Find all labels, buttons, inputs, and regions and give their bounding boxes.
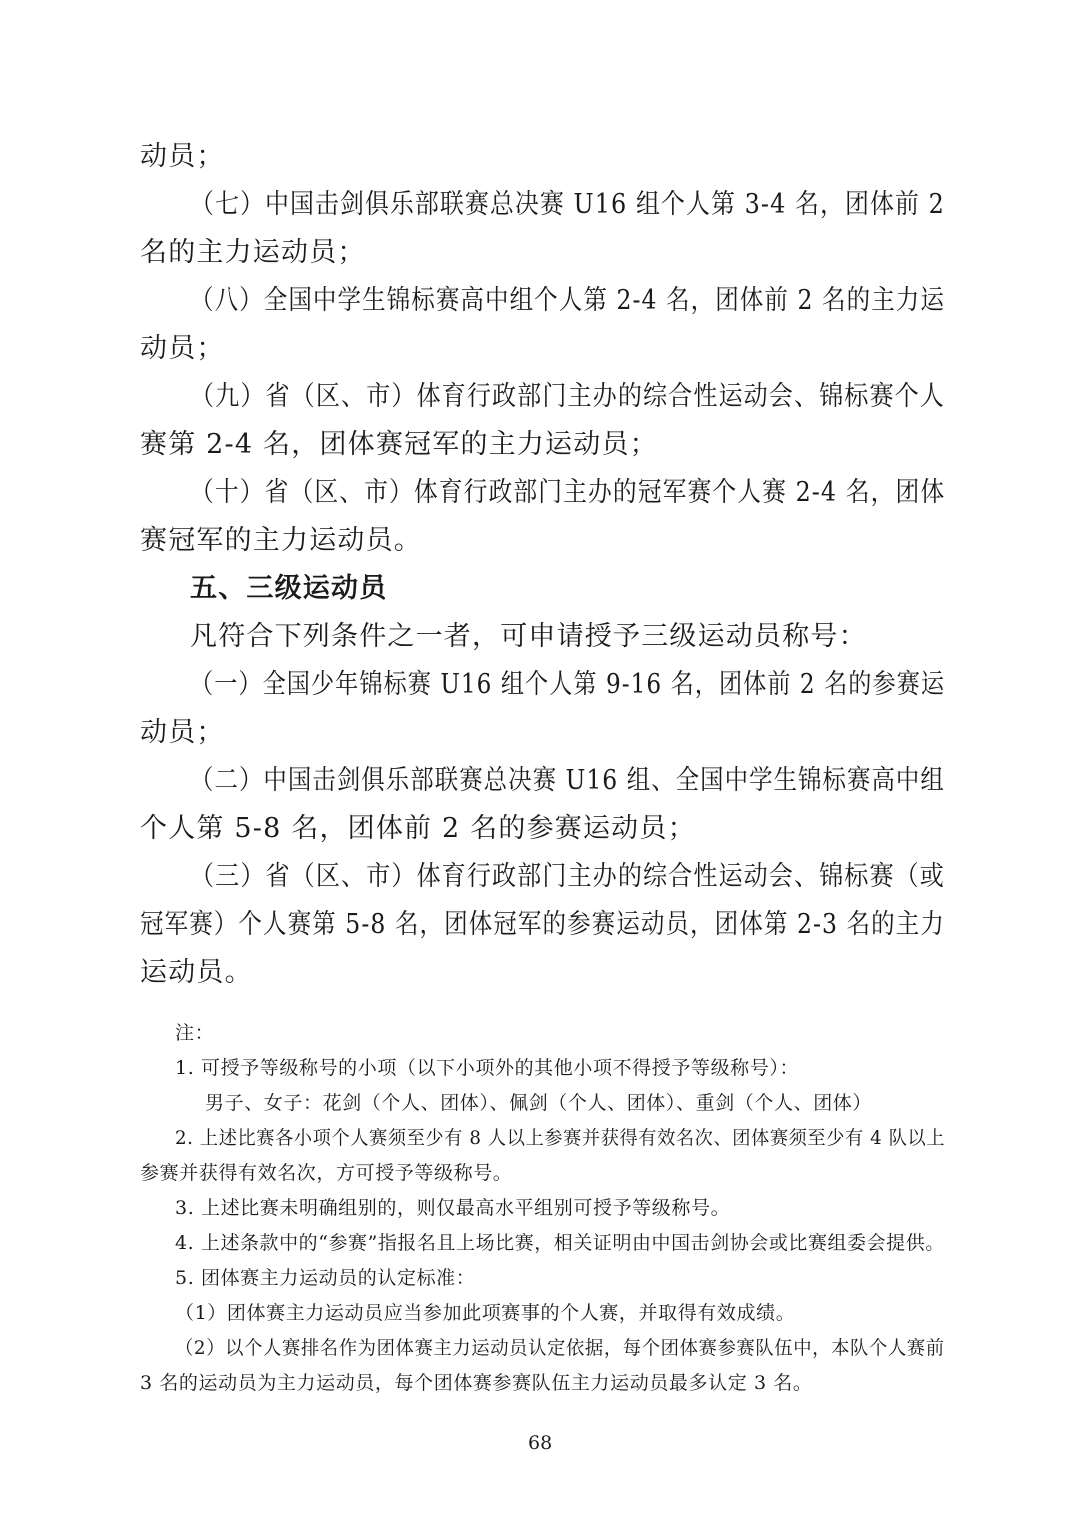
note-line-2: 男子、女子：花剑（个人、团体）、佩剑（个人、团体）、重剑（个人、团体） (205, 1092, 873, 1114)
body-line-2: （七）中国击剑俱乐部联赛总决赛 U16 组个人第 3-4 名，团体前 2 (190, 189, 945, 220)
note-line-1: 1. 可授予等级称号的小项（以下小项外的其他小项不得授予等级称号）： (175, 1057, 800, 1079)
section-line-6: （三）省（区、市）体育行政部门主办的综合性运动会、锦标赛（或 (190, 861, 945, 892)
section-heading: 五、三级运动员 (190, 573, 388, 604)
section-line-8: 运动员。 (140, 957, 253, 988)
section-line-4: （二）中国击剑俱乐部联赛总决赛 U16 组、全国中学生锦标赛高中组 (190, 765, 945, 796)
note-line-5: 3. 上述比赛未明确组别的，则仅最高水平组别可授予等级称号。 (175, 1197, 731, 1219)
note-line-6: 4. 上述条款中的“参赛”指报名且上场比赛，相关证明由中国击剑协会或比赛组委会提供。 (175, 1232, 945, 1254)
body-line-4: （八）全国中学生锦标赛高中组个人第 2-4 名，团体前 2 名的主力运 (190, 285, 945, 316)
body-line-3: 名的主力运动员； (140, 237, 366, 268)
section-line-5: 个人第 5-8 名，团体前 2 名的参赛运动员； (140, 813, 696, 844)
body-line-1: 动员； (140, 141, 225, 172)
note-line-4: 参赛并获得有效名次，方可授予等级称号。 (140, 1162, 513, 1184)
section-line-3: 动员； (140, 717, 225, 748)
note-line-8: （1）团体赛主力运动员应当参加此项赛事的个人赛，并取得有效成绩。 (175, 1302, 796, 1324)
body-line-7: 赛第 2-4 名，团体赛冠军的主力运动员； (140, 429, 658, 460)
note-line-9: （2）以个人赛排名作为团体赛主力运动员认定依据，每个团体赛参赛队伍中，本队个人赛前 (175, 1337, 945, 1359)
body-line-8: （十）省（区、市）体育行政部门主办的冠军赛个人赛 2-4 名，团体 (190, 477, 946, 508)
note-line-7: 5. 团体赛主力运动员的认定标准： (175, 1267, 476, 1289)
section-line-1: 凡符合下列条件之一者，可申请授予三级运动员称号： (190, 621, 867, 652)
section-line-2: （一）全国少年锦标赛 U16 组个人第 9-16 名，团体前 2 名的参赛运 (190, 669, 946, 700)
notes-title: 注： (175, 1022, 215, 1044)
page-number: 68 (528, 1432, 553, 1454)
body-line-5: 动员； (140, 333, 225, 364)
note-line-3: 2. 上述比赛各小项个人赛须至少有 8 人以上参赛并获得有效名次、团体赛须至少有 4 队以上 (175, 1127, 946, 1149)
body-line-6: （九）省（区、市）体育行政部门主办的综合性运动会、锦标赛个人 (190, 381, 945, 412)
section-line-7: 冠军赛）个人赛第 5-8 名，团体冠军的参赛运动员，团体第 2-3 名的主力 (140, 909, 945, 940)
note-line-10: 3 名的运动员为主力运动员，每个团体赛参赛队伍主力运动员最多认定 3 名。 (140, 1372, 813, 1394)
body-line-9: 赛冠军的主力运动员。 (140, 525, 422, 556)
